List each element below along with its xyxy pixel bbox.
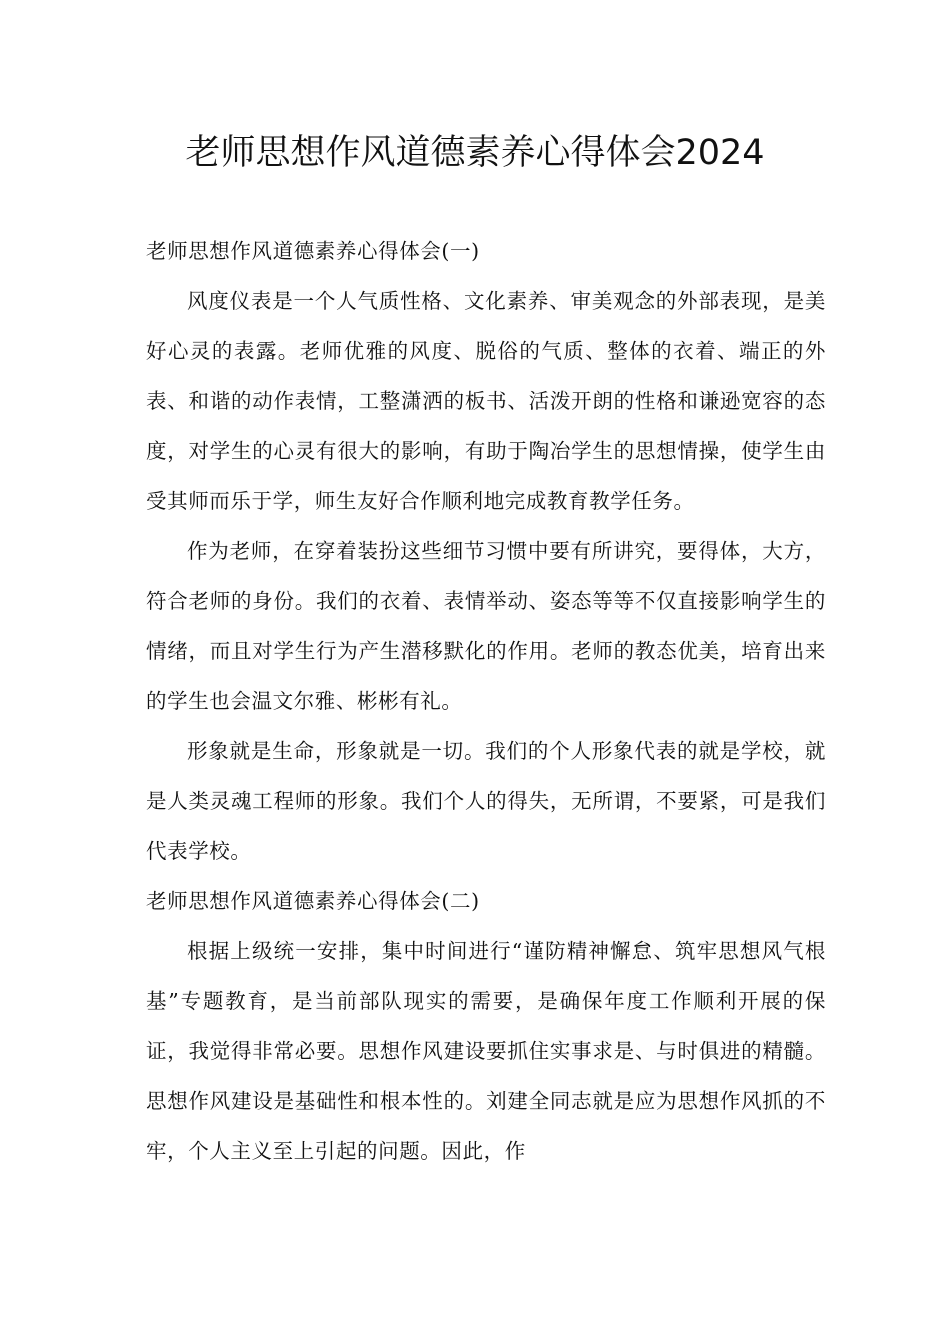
paragraph: 作为老师，在穿着装扮这些细节习惯中要有所讲究，要得体，大方，符合老师的身份。我们的衣着、表情举动、姿态等等不仅直接影响学生的情绪，而且对学生行为产生潜移默化的作用。老师的教态优美，培育出来的学生也会温文尔雅、彬彬有礼。 [146, 539, 826, 713]
document-body [146, 226, 826, 1176]
section-heading-2: 老师思想作风道德素养心得体会(二) [146, 889, 480, 913]
document-title: 老师思想作风道德素养心得体会2024 [185, 133, 765, 173]
paragraph: 形象就是生命，形象就是一切。我们的个人形象代表的就是学校，就是人类灵魂工程师的形象。我们个人的得失，无所谓，不要紧，可是我们代表学校。 [146, 739, 826, 863]
section-heading-1: 老师思想作风道德素养心得体会(一) [146, 239, 480, 263]
paragraph: 风度仪表是一个人气质性格、文化素养、审美观念的外部表现，是美好心灵的表露。老师优雅的风度、脱俗的气质、整体的衣着、端正的外表、和谐的动作表情，工整潇洒的板书、活泼开朗的性格和谦逊宽容的态度，对学生的心灵有很大的影响，有助于陶冶学生的思想情操，使学生由受其师而乐于学，师生友好合作顺利地完成教育教学任务。 [146, 289, 826, 513]
paragraph: 根据上级统一安排，集中时间进行“谨防精神懈怠、筑牢思想风气根基”专题教育，是当前部队现实的需要，是确保年度工作顺利开展的保证，我觉得非常必要。思想作风建设要抓住实事求是、与时俱进的精髓。思想作风建设是基础性和根本性的。刘建全同志就是应为思想作风抓的不牢，个人主义至上引起的问题。因此，作 [146, 939, 826, 1163]
